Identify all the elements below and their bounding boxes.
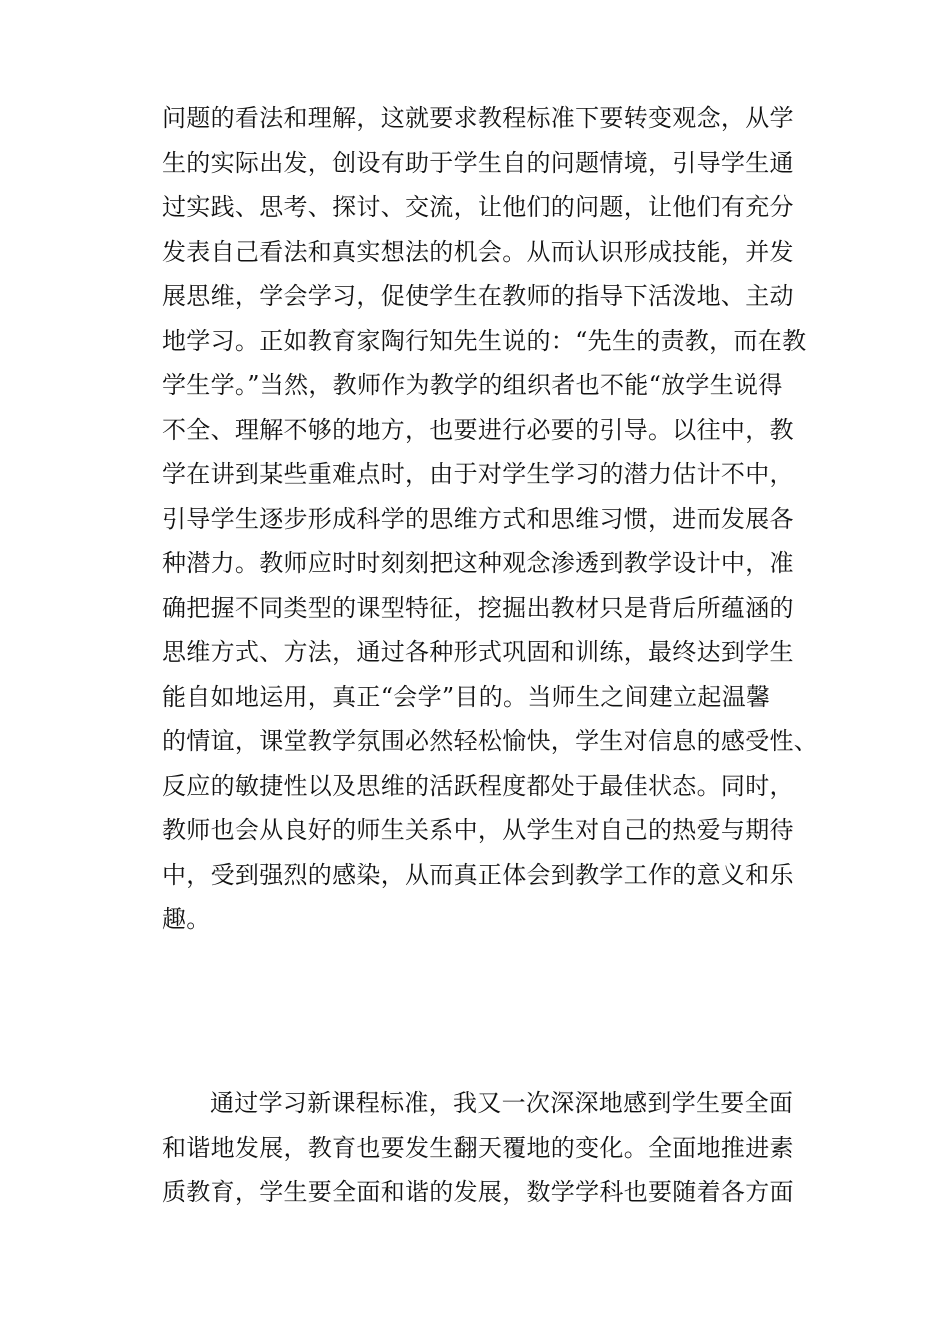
text-line: 趣。 [162,905,211,933]
text-line: 教师也会从良好的师生关系中，从学生对自己的热爱与期待 [162,816,794,844]
text-line: 思维方式、方法，通过各种形式巩固和训练，最终达到学生 [162,638,794,666]
text-line: 不全、理解不够的地方，也要进行必要的引导。以往中，教 [162,415,794,444]
text-line: 发表自己看法和真实想法的机会。从而认识形成技能，并发 [162,237,794,266]
text-line: 的情谊，课堂教学氛围必然轻松愉快，学生对信息的感受性、 [162,727,819,755]
text-line: 质教育，学生要全面和谐的发展，数学学科也要随着各方面 [162,1178,794,1206]
paragraph-1 [162,96,819,942]
text-line: 中，受到强烈的感染，从而真正体会到教学工作的意义和乐 [162,860,794,889]
text-line: 过实践、思考、探讨、交流，让他们的问题，让他们有充分 [162,193,794,221]
paragraph-2 [162,1081,802,1215]
text-line: 种潜力。教师应时时刻刻把这种观念渗透到教学设计中，准 [162,549,794,577]
text-line: 问题的看法和理解，这就要求教程标准下要转变观念，从学 [162,104,794,132]
text-line: 展思维，学会学习，促使学生在教师的指导下活泼地、主动 [162,282,794,310]
text-line: 地学习。正如教育家陶行知先生说的：“先生的责教，而在教 [162,326,807,355]
text-line: 通过学习新课程标准，我又一次深深地感到学生要全面 [210,1089,794,1117]
text-line: 生的实际出发，创设有助于学生自的问题情境，引导学生通 [162,148,794,177]
text-line: 学生学。”当然，教师作为教学的组织者也不能“放学生说得 [162,371,783,399]
text-line: 确把握不同类型的课型特征，挖掘出教材只是背后所蕴涵的 [162,593,794,622]
text-line: 引导学生逐步形成科学的思维方式和思维习惯，进而发展各 [162,504,794,533]
text-line: 和谐地发展，教育也要发生翻天覆地的变化。全面地推进素 [162,1133,794,1162]
text-line: 能自如地运用，真正“会学”目的。当师生之间建立起温馨 [162,682,771,711]
text-line: 学在讲到某些重难点时，由于对学生学习的潜力估计不中， [162,460,794,488]
text-line: 反应的敏捷性以及思维的活跃程度都处于最佳状态。同时， [162,771,794,800]
